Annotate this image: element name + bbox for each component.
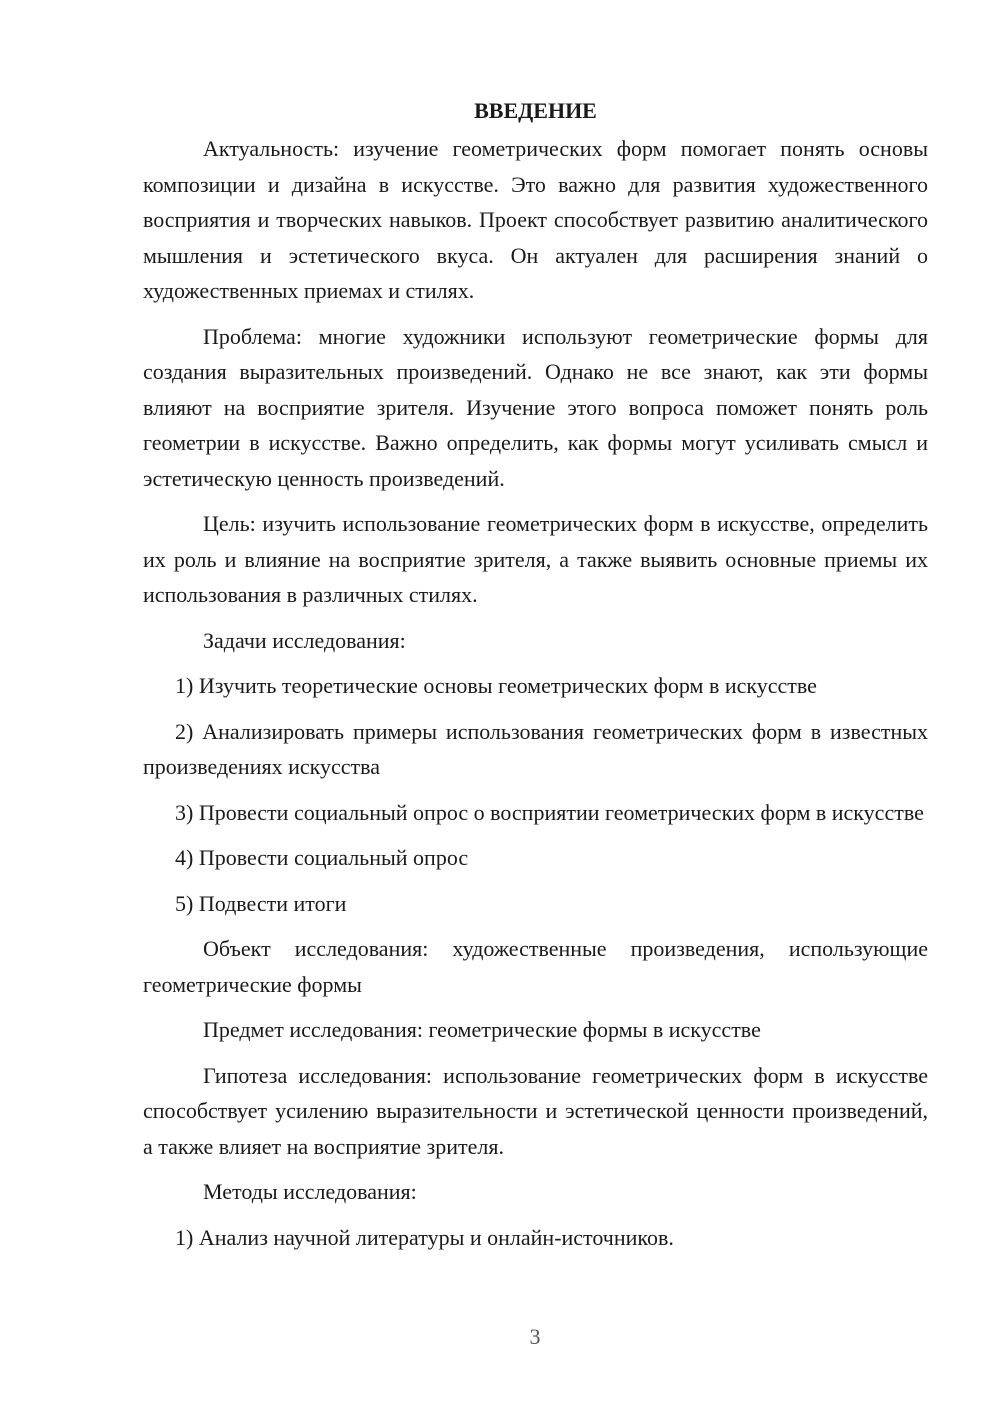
list-item: 3) Провести социальный опрос о восприятии геометрических форм в искусстве	[175, 799, 924, 825]
page-number: 3	[529, 1324, 541, 1349]
list-item: 4) Провести социальный опрос	[175, 845, 469, 870]
list-item: 2) Анализировать примеры использования геометрических форм в известных произведениях искусства	[143, 718, 928, 779]
list-item: 5) Подвести итоги	[175, 890, 347, 916]
paragraph-object: Объект исследования: художественные произведения, использующие геометрические формы	[143, 936, 928, 997]
paragraph-relevance: Актуальность: изучение геометрических форм помогает понять основы композиции и дизайна в искусстве. Это важно для развития художественного восприятия и творческих навыков. Проект способствует развитию аналитического мышления и эстетического вкуса. Он актуален для расширения знаний о художественных приемах и стилях.	[143, 136, 928, 303]
paragraph-goal: Цель: изучить использование геометрических форм в искусстве, определить их роль и влияние на восприятие зрителя, а также выявить основные приемы их использования в различных стилях.	[143, 511, 928, 607]
paragraph-methods-heading: Методы исследования:	[203, 1179, 417, 1204]
list-item: 1) Анализ научной литературы и онлайн-источников.	[175, 1224, 674, 1250]
paragraph-tasks-heading: Задачи исследования:	[203, 627, 406, 653]
paragraph-problem: Проблема: многие художники используют геометрические формы для создания выразительных произведений. Однако не все знают, как эти формы влияют на восприятие зрителя. Изучение этого вопроса поможет понять роль геометрии в искусстве. Важно определить, как формы могут усиливать смысл и эстетическую ценность произведений.	[143, 323, 928, 491]
list-item: 1) Изучить теоретические основы геометрических форм в искусстве	[175, 673, 817, 698]
document-page	[143, 94, 928, 1265]
page-title: ВВЕДЕНИЕ	[474, 98, 597, 123]
paragraph-subject: Предмет исследования: геометрические формы в искусстве	[203, 1017, 761, 1042]
paragraph-hypothesis: Гипотеза исследования: использование геометрических форм в искусстве способствует усилению выразительности и эстетической ценности произведений, а также влияет на восприятие зрителя.	[143, 1062, 928, 1159]
